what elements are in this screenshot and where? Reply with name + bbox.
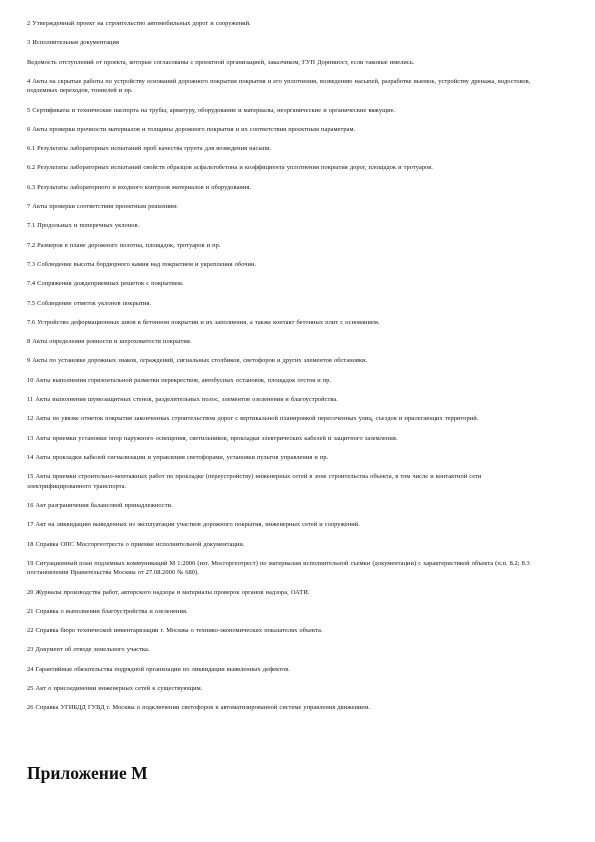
list-item: 20 Журналы производства работ, авторского надзора и материалы проверок органов надзора, ОАТИ. [27,588,310,596]
appendix-heading: Приложение М [27,763,148,783]
list-item: 11 Акты выполнения шумозащитных стенок, разделительных полос, элементов озеленения и благоустройства. [27,396,338,404]
list-item: 7.6 Устройство деформационных швов в бетонном покрытии и их заполнения, а также контакт бетонных плит с основанием. [27,318,380,326]
list-item: Ведомость отступлений от проекта, которые согласованы с проектной организацией, заказчиком, ГУП Дорнииост, если таковые имелись. [27,58,415,66]
list-item: 7.2 Размеров в плане дорожного полотна, площадок, тротуаров и пр. [27,241,221,249]
list-item: 26 Справка УГИБДД ГУВД г. Москвы о подключении светофоров к автоматизированной системе управления движением. [27,704,371,712]
document-body [27,19,547,723]
list-item: 25 Акт о присоединении инженерных сетей к существующим. [27,685,203,693]
list-item: 6 Акты проверки прочности материалов и толщины дорожного покрытия и их соответствия проектным параметрам. [27,125,356,133]
list-item: 6.3 Результаты лабораторного и входного контроля материалов и оборудования. [27,183,251,191]
list-item: 16 Акт разграничения балансовой принадлежности. [27,501,173,509]
list-item: 18 Справка ОПС Мосгоргеотреста о приемке исполнительной документации. [27,540,245,548]
list-item: 7.5 Соблюдение отметок уклонов покрытия. [27,299,152,307]
list-item: 8 Акты определения ровности и шероховатости покрытия. [27,338,192,346]
list-item: 2 Утвержденный проект на строительство автомобильных дорог и сооружений. [27,20,251,27]
list-item: 24 Гарантийные обязательства подрядной организации по ликвидации выявленных дефектов. [27,665,290,673]
list-item: 7.1 Продольных и поперечных уклонов. [27,222,140,230]
list-item: 19 Ситуационный план подземных коммуникаций М 1:2000 (изг. Мосгоргеотрест) по материалам исполнительной съемки (документации) с характеристикой объекта (п.п. 8.2; 8.3 постановления Правительства Москвы от 27.08.2000 № 680). [27,559,530,577]
list-item: 6.1 Результаты лабораторных испытаний проб качества грунта для возведения насыпи. [27,145,272,153]
list-item: 23 Документ об отводе земельного участка. [27,646,150,654]
list-item: 4 Акты на скрытые работы по устройству оснований дорожного покрытия покрытия и его уплотнения, возведению насыпей, разработке выемок, устройству дренажа, водостоков, подземных переходов, тоннелей и пр. [27,77,531,95]
list-item: 12 Акты по увязке отметок покрытия законченных строительством дорог с вертикальной планировкой пересеченных улиц, съездов и прилегающих территорий. [27,415,479,423]
list-item: 15 Акты приемки строительно-монтажных работ по прокладке (переустройству) инженерных сетей в зоне строительства объекта, в том числе и контактной сети электрифицированного транспорта. [27,473,482,490]
list-item: 7 Акты проверки соответствия проектным решениям: [27,203,178,211]
list-item: 6.2 Результаты лабораторных испытаний свойств образцов асфальтобетона и коэффициента уплотнения покрытия дорог, площадок и тротуаров. [27,164,433,172]
list-item: 9 Акты по установке дорожных знаков, ограждений, сигнальных столбиков, светофоров и других элементов обстановки. [27,357,368,365]
list-item: 7.3 Соблюдение высоты бордюрного камня над покрытием и укрепления обочин. [27,260,257,268]
list-item: 5 Сертификаты и технические паспорта на трубы, арматуру, оборудование и материалы, неорганические и органические вяжущие. [27,106,396,114]
list-item: 10 Акты выполнения горизонтальной разметки перекрестков, автобусных остановок, площадок отстоя и пр. [27,376,332,384]
list-item: 17 Акт на ликвидацию выведенных из эксплуатации участков дорожного покрытия, инженерных сетей и сооружений. [27,521,360,529]
list-item: 7.4 Сопряжения дождеприемных решеток с покрытием. [27,280,184,288]
section-heading: 3 Исполнительная документация [27,39,119,47]
list-item: 22 Справка бюро технической инвентаризации г. Москвы о технико-экономических показателях объекта. [27,627,323,635]
list-item: 14 Акты прокладки кабелей сигнализации и управления светофорами, установки пультов управления и пр. [27,453,329,461]
list-item: 21 Справка о выполнении благоустройства и озеленения. [27,607,188,615]
list-item: 13 Акты приемки установки опор наружного освещения, светильников, прокладки электрических кабелей и защитного заземления. [27,434,398,442]
